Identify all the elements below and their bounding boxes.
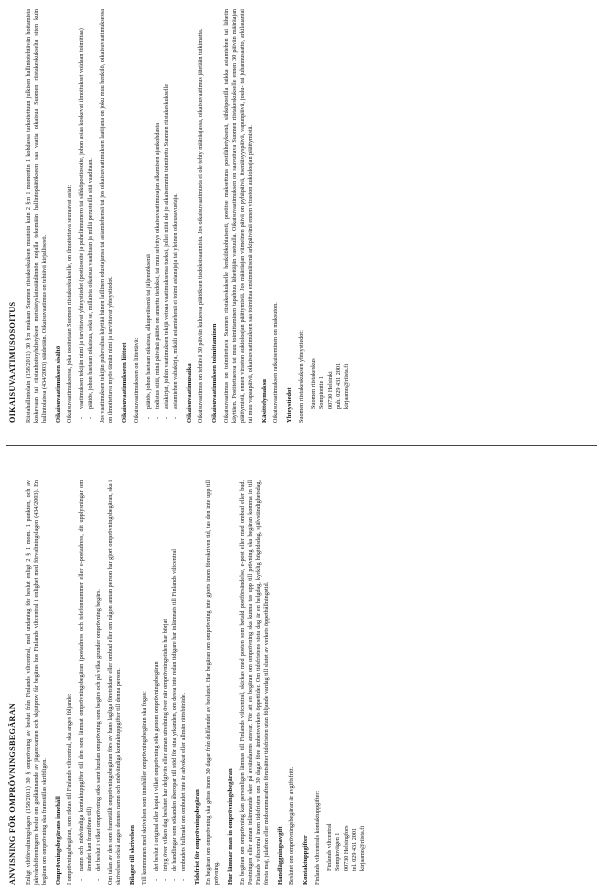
list-item: - päätös, johon haetaan oikaisua, alkuperäisenä tai jäljennöksenä (145, 9, 153, 423)
swedish-list (153, 480, 188, 885)
contact-line: kirjaamo@riista.fi (360, 825, 367, 871)
finnish-paragraph: Oikaisuvaatimukseen on liitettävä: (133, 337, 140, 423)
finnish-title: OIKAISUVAATIMUSOSOITUS (8, 301, 17, 423)
list-item: - ombudets fullmakt om ombudet inte är advokat eller allmän rättsbiträde. (180, 480, 188, 885)
finnish-paragraph: Suomen riistakeskuksen yhteystiedot: (299, 330, 306, 423)
contact-line: Suomen riistakeskus (311, 358, 318, 409)
swedish-paragraph: Till kommunen med skrivelsen som innehåller omprövningsbegäran ska fogas: (141, 691, 148, 885)
swedish-contact-block (326, 480, 367, 871)
swedish-section-heading: Bilagor till skrivelsen (129, 825, 137, 885)
finnish-section-heading: Yhteystiedot (286, 387, 294, 423)
swedish-paragraph: En begäran om omprövning ska göras inom 30 dagar från delfåendet av beslutet. Har begäran om omprövning inte gjorts inom föreskriven tid, tas den inte upp till prövning. (206, 480, 221, 885)
swedish-column (8, 480, 595, 885)
finnish-intro: Riistahallintolain (158/2011) 30 §:n mukaan Suomen riistakeskuksen muutoin kuin 2 §:n 1 momentin 1 kohdassa tarkoitettuun julkisen hallintotehtävän hoitamista koskevaan tai riistanhoitoyhdistyksen metsästyslainsäädännön nojalla tekemään hallintopäätökseen saa vaatia oikaisua Suomen riistakeskukselta siten kuin hallintolaissa (434/2003) säädetään. Oikaisuvaatimus on tehtävä kirjallisesti. (25, 9, 48, 423)
swedish-paragraph: Finlands viltcentrals kontaktuppgifter: (315, 790, 322, 885)
finnish-section-heading: Oikaisuvaatimuksen toimittaminen (211, 323, 219, 423)
contact-line: puh. 029 431 2001 (335, 362, 342, 409)
swedish-section-heading: Handläggningsavgift (276, 826, 284, 885)
list-item: - todistus siitä, minä päivänä päätös on annettu tiedoksi, tai muu selvitys oikaisuvaatimusajan alkamisen ajankohdasta (154, 9, 162, 423)
column-divider (6, 445, 597, 446)
finnish-paragraph: Oikaisuvaatimus on toimitettava Suomen riistakeskukselle henkilökohtaisesti, postitse maksettuna postilähetyksenä, sähköpostilla taikka asiamiehen tai lähetin käyttäen. Postitettaessa tai muu toimittaminen tapahtuu lähettäjän vastuulla. Oikaisuvaatimuksen on saavuttava Suomen riistakeskukselle ennen 30 päivän määräajan päättymistä, ennen viraston aukioloajan päättymistä. Jos määräajan viimeinen päivä on pyhäpäivä, itsenäisyyspäivä, vapunpäivä, joulu- tai juhannusaatto, arkilauantai tai muu vapaapäivä, oikaisuvaatimuksen saa toimittaa ensimmäisenä arkipäivänä ennen viraston aukioloajan päättymistä. (223, 9, 254, 423)
finnish-paragraph: Jos vaatimuksen tekijän puhevaltaa käyttää hänen laillinen edustajansa tai asiamiehensä tai jos oikaisuvaatimuksen laatijana on joku muu henkilö, oikaisuvaatimuksessa on ilmoitettava myös tämän nimi ja tarvittavat yhteystiedot. (100, 9, 115, 423)
swedish-paragraph: En begäran om omprövning kan personligen lämnas till Finlands viltcentral, skickas med posten som betald postförsändelse, e-post eller med ombud eller bud. Postningen eller annan inlämnande sker på avsändarens ansvar. För att en begäran om omprövning ska kunna tas upp till prövning ska begäran komma in till Finlands viltcentral inom tidsfristen om 30 dagar före ämbetsverkets öppettider. Om tidsfristens sista dag är en helgdag, kyrklig högtidsdag, självständighetsdag, första maj, julafton eller midsommarafton förutsätter tidsfristen utan följande vardag till slutet av verkets öppethållningstid. (239, 480, 270, 885)
contact-line: 00730 Helsinki (327, 371, 334, 409)
list-item: - namn och nödvändiga kontaktuppgifter till den som lämnat omprövningsbegäran (postadress och telefonnummer eller e-postadress, dit upplysningar om ärendet kan framföras till) (78, 480, 94, 885)
swedish-section-heading: Omprövningsbegärans innehåll (54, 796, 62, 885)
finnish-paragraph: Oikaisuvaatimus on tehtävä 30 päivän kuluessa päätöksen tiedoksisaannista. Jos oikaisuvaatimusta ei ole tehty määräajassa, oikaisuvaatimus jätetään tutkimatta. (198, 28, 205, 423)
contact-line: Sompiovägen 1 (335, 832, 342, 871)
list-item: - det beslut i vilket omprövning söks samt hurdan omprövning som begärs och på vilka grunder omprövning begärs. (95, 480, 103, 885)
finnish-paragraph: Oikaisuvaatimuksen ratkaiseminen on maksuton. (273, 302, 280, 423)
list-item: - asiakirjat, joihin vaatimuksen tekijä vetoaa vaatimuksensa tueksi, jollei niitä ole jo aikaisemmin toimitettu Suomen riistakeskukselle (163, 9, 171, 423)
finnish-contact-block (310, 9, 351, 409)
list-item: - intyg över vilken dag beslutet har delgivits eller annan utredning över när omprövningstiden har börjat (162, 480, 170, 885)
swedish-section-heading: Kontaktuppgifter (302, 835, 310, 885)
swedish-title: ANVISNING FÖR OMPRÖVNINGSBEGÄRAN (8, 702, 17, 885)
finnish-list (145, 9, 180, 423)
finnish-list (78, 9, 95, 423)
swedish-paragraph: Beslutet om omprövningsbegäran är avgiftsfritt. (289, 766, 296, 885)
swedish-section-heading: Tidsfrist för omprövningsbegäran (193, 789, 201, 885)
contact-line: tel. 029 431 2001 (351, 828, 358, 871)
swedish-list (78, 480, 103, 885)
finnish-paragraph: Oikaisuvaatimuksessa, joka osoitetaan Suomen riistakeskukselle, on ilmoitettava seuraavat asiat: (67, 184, 74, 423)
swedish-paragraph: I omprövningsbegäran, som riktas till Finlands viltcentral, ska anges följande: (67, 693, 74, 885)
finnish-section-heading: Oikaisuvaatimusaika (185, 363, 193, 423)
finnish-section-heading: Käsittelymaksu (260, 379, 268, 423)
finnish-column (8, 9, 595, 423)
list-item: - päätös, johon haetaan oikaisua, sekä se, millaista oikaisua vaaditaan ja millä perusteilla sitä vaaditaan. (87, 9, 95, 423)
contact-line: Finlands viltcentral (327, 823, 334, 871)
list-item: - vaatimuksen tekijän nimi ja tarvittavat yhteystiedot (postiosoite ja puhelinnumero tai sähköpostiosoite, johon asiaa koskevat ilmoitukset voidaan toimittaa) (78, 9, 86, 423)
finnish-section-heading: Oikaisuvaatimuksen sisältö (54, 345, 62, 423)
swedish-paragraph: Om talan av den som framställt omprövningsbegäran förs av hans lagliga företrädare eller ombud eller om någon annan person har gjort omprövningsbegäran, ska i skrivelsen också anges dennes namn och nödvändiga kontaktuppgifter till denna person. (108, 480, 123, 885)
finnish-section-heading: Oikaisuvaatimukseen liitteet (121, 342, 129, 423)
contact-line: 00730 Helsingfors (343, 825, 350, 871)
list-item: - de handlingar som sökanden åberopar till stöd för sina yrkanden, om dessa inte redan tidigare har inlämnats till Finlands viltcentral (171, 480, 179, 885)
contact-line: kirjaamo@riista.fi (344, 363, 351, 409)
list-item: - asiamiehen valtakirja, mikäli asiamiehenä ei toimi asianajaja tai yleinen oikeusavustaja. (172, 9, 180, 423)
swedish-intro: Enligt viltförvaltningslagen (158/2011) 30 § omprövning av beslut från Finlands viltcentral, med undantag för beslut enligt 2 § 1 mom. 1 punkten, och av jaktvårdsföreningens beslut om godkännande av jägarexamen och skjutprov får begäras hos Finlands viltcentral i enlighet med förvaltningslagen (434/2003). En begäran om omprövning ska framställas skriftligen. (25, 480, 48, 885)
swedish-section-heading: Hur lämnar man in omprövningsbegäran (227, 768, 235, 885)
list-item: - det beslut i original eller kopia i vilket omprövning söks genom omprövningsbegäran (153, 480, 161, 885)
contact-line: Sompiontie 1 (319, 376, 326, 409)
